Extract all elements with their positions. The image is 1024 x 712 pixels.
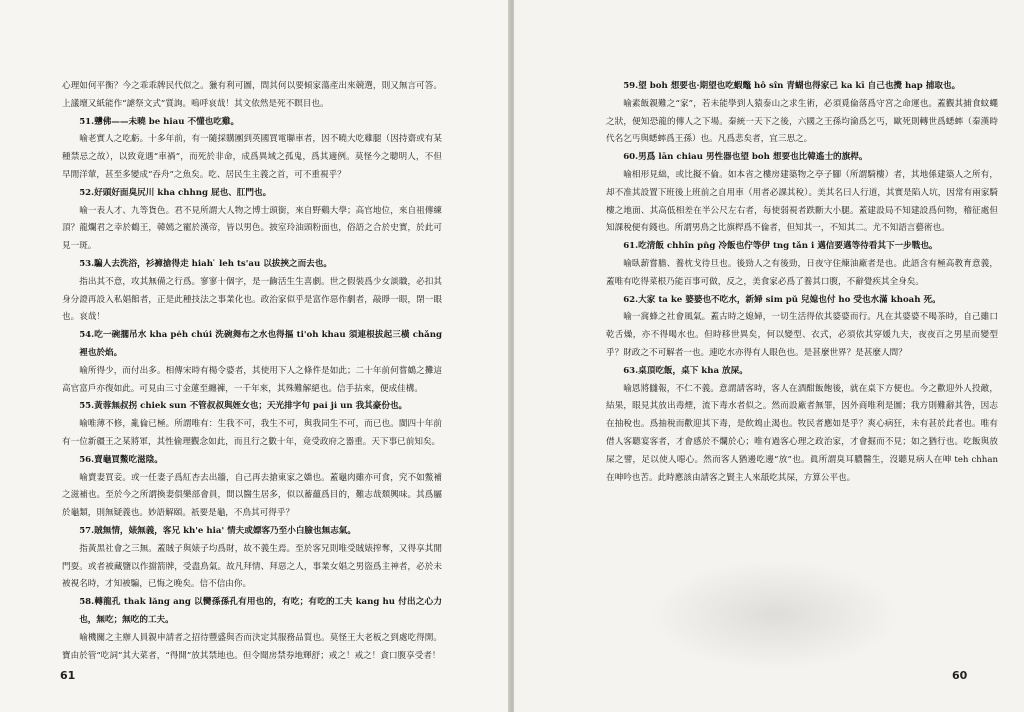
proverb-entry-59: 59.望 boh 想要也·期望也吃蝦鼈 hô sîn 青蝴也得家己 ka kī 自己也攪 hap 捕取也。 <box>623 81 961 91</box>
paragraph: 喻一表人才、九等貨色。君不見所謂大人物之博士頭銜，來自野鷄大學；高官地位，來自祖傳練頂？龍爛君之幸於鶴王，韓嫣之寵於漢帝，皆以男色。披室玲油頭粉面也，俗語之合於史實，於此可見一斑。 <box>62 205 442 252</box>
paragraph: 心理如何平衡？今之乖乖牌民代似之。獵有利可圖，間其何以要傾家蕩產出來競選，則又無言可答。上議壇又紙能作“謔祭文式”質詢。嗚呼哀哉！其文依然是死不瞑目也。 <box>62 81 442 109</box>
proverb-entry-57: 57.賊無情，婊無義，客兄 kh'e hia' 情夫或嫖客乃至小白臉也無志氣。 <box>79 525 356 536</box>
proverb-entry-61: 61.吃清飯 chhîn pn̄g 冷飯也佇等伊 tng tǎn i 邁信要邁等待看其下一步戰也。 <box>623 241 938 252</box>
proverb-entry-60: 60.男爲 lān chiau 男性器也望 boh 想要也比韓遙士的旗桿。 <box>623 152 868 163</box>
left-page-text-column <box>62 78 442 665</box>
paragraph: 喻相形見絀，或比擬不倫。如本省之樓房建築物之亭子腳（所謂騎樓）者，其地係建築人之所有，却不准其設置下班後上班前之自用車（用者必課其稅）。美其名曰人行道，其實是陷人坑，因常有兩家騎樓之地面、其高低相差在半公尺左右者，每使弱視者跌斷大小腿。蓋建設局不知建設爲何物，稽征處但知課稅便有錢也。所謂男鳥之比旗桿爲不倫者，但知其一，不知其二。尤不知語言藝術也。 <box>606 169 998 234</box>
right-page-text-column <box>606 78 998 487</box>
paragraph: 喻唯薄不修，亂倫已極。所謂唯有：生我不可，我生不可，與我同生不可，而已也。閩四十年前有一位新疆王之某將軍，其性偷理觀念如此，而且行之數十年，竟受政府之器重。天下事已前知矣。 <box>62 419 442 447</box>
proverb-entry-54: 54.吃一碗擱吊水 kha pe̍h chúi 洗碗舞布之水也得摳 ti'oh khau 須連根拔起三橫 chǎng 裡也於焰。 <box>79 330 442 358</box>
paragraph: 指出其不意，攻其無備之行爲。寥寥十個字，是一齣活生生喜劇。世之假裝爲少女談職，必扣其身分證再設入私娼館者，正是此種技法之事業化也。政治家似乎是富作惡作劇者，敲睜一眼，閉一眼也。哀哉！ <box>62 276 442 323</box>
paragraph: 喻恩將讎報，不仁不義。意謂請客時，客人在酒酣飯飽後，就在桌下方便也。今之歡迎外人投敵，結果，眼見其放出毒煙，流下毒水者似之。然而設廠者無罪，因外商唯利是圖；我方則難辭其咎，因志在抽稅也。爲抽稅而歡迎其下毒，是飲鴆止渴也。牧民者應如是乎？爽心病狂，未有甚於此者也。唯有借人客聽宴客者，才會感於不爛於心；唯有過客心理之政治家，才會掘而不見；如之猶行也。吃飯與放屎之譬，足以使人噁心。然而客人猶邊吃邊“放”也。眞所謂臭耳膿醫生，沒聽見病人在呻 teh chhan 在呻吟也苦。此時應該由請客之賢主人來舐吃其屎，方算公平也。 <box>606 383 998 483</box>
left-page <box>0 0 510 712</box>
page-number: 60 <box>952 669 968 682</box>
proverb-entry-62: 62.大家 ta ke 婆婆也不吃水，新婦 sim pǔ 兒媳也付 ho 受也水滿 khoah 死。 <box>623 294 941 305</box>
page-number: 61 <box>60 669 76 682</box>
paragraph: 喻賣妻買妾。或一任妻子爲紅杏去出牆，自己再去搶東家之嬌也。蓋龜肉雖亦可食，究不如鱉補之滋補也。至於今之所謂換妻俱樂部會員，間以醫生居多，似以蓄蘊爲目的，難志哉頹興味。其爲屬於龜類，則無疑義也。妙語解頤。祇要是龜，不鳥其可得乎？ <box>62 472 442 519</box>
proverb-entry-53: 53.騙人去洗浴，衫褲搶得走 hiah ̍ leh ts'au 以拔挾之而去也。 <box>79 258 332 269</box>
proverb-entry-58: 58.轉龍孔 thak lăng ang 以臠孫孫孔有用也的，有吃；有吃的工夫 kang hu 付出之心力也，無吃；無吃的工夫。 <box>79 597 442 625</box>
paragraph: 喻一窩蜂之社會風氣。蓋古時之媳婦，一切生活得依其婆婆而行。凡在其婆婆不喝茶時，自己雖口乾舌燥，亦不得喝水也。但時移世異矣，何以變型、衣式，必須依其穿媛九夫，夜夜百之男星而變型乎？財政之不可解者一也。連吃水亦得有人眼色也。是甚麼世界？是甚麼人間？ <box>606 312 998 358</box>
proverb-entry-52: 52.好頭好面臭尻川 kha chhng 屁也、肛門也。 <box>79 187 272 198</box>
paragraph: 喻老實人之吃虧。十多年前，有一隨採購團到英國買電聯車者，因不曉大吃雞腿（因持齋或有某種禁忌之故），以致竟遇“車禍”，而死於非命，成爲異域之孤鬼，爲其適例。莫怪今之聰明人，不但早閒洋葷，甚至多變成“吞舟”之魚矣。吃、居民生主義之首，可不重視乎？ <box>62 134 442 180</box>
paragraph: 喻機關之主辦人員親申請者之招待豐盛與否而決定其服務品質也。莫怪王大老板之到處吃得開。寶由於管“吃詞”其大菜者，“得開”放其禁地也。但令聞房禁券地輝舒；戒之！戒之！貪口腹享受者！ <box>62 632 442 661</box>
paragraph: 喻所得少，而付出多。相傳宋時有楊令婆者，其使用下人之條件是如此；二十年前何嘗鶴之攤這高官富戶亦復如此。可見由三寸金蓮至纏褲，一千年來，其殊難解絕也。信手拈來，便成佳構。 <box>62 365 442 394</box>
print-smudge <box>650 560 900 670</box>
proverb-entry-51: 51.戇佛——未曉 be hiau 不懂也吃雞。 <box>79 116 240 127</box>
proverb-entry-56: 56.賣龜買鱉吃滋陰。 <box>79 454 163 465</box>
paragraph: 喻素飯親難之“家”，若未能學到人猿泰山之求生術，必須覓倫落爲守宮之命運也。蓋觀其捕食蚊蠅之狀，便知恐龍的傳人之下場。秦統一天下之後，六國之王孫均淪爲乞丐，歐死則轉世爲蟋蟀（秦漢時代名乞丐與蟋蟀爲王孫）也。凡爲悲矣者，宜三思之。 <box>606 98 998 145</box>
paragraph: 喻臥薪嘗膽、養枕戈待旦也。後勁人之有後勁，日夜守住煉油廠者是也。此語含有極高教育意義，蓋唯有吃得菜根乃能百事可做，反之，美食家必爲了養其口腹，不辭覺疾其全身矣。 <box>606 258 998 287</box>
proverb-entry-55: 55.黃蓉無叔拐 chiek sun 不管叔叔與姪女也；天光排字句 pai̍ ji̍ un 我其豪份也。 <box>79 401 408 412</box>
paragraph: 指黃黑社會之三無。蓋賊子與婊子均爲財，故不義生焉。至於客兄則唯受賊婊搾奪，又得享其閒門耍。或者被藏鹽以作擋箭牌，受盡鳥氣。故凡拜情、拜惡之人，事業女娼之男盜爲主神者，必於未被視名時，才知被騙，已悔之晚矣。信不信由你。 <box>62 543 442 590</box>
proverb-entry-63: 63.桌頂吃飯，桌下 kha 放屎。 <box>623 365 748 376</box>
